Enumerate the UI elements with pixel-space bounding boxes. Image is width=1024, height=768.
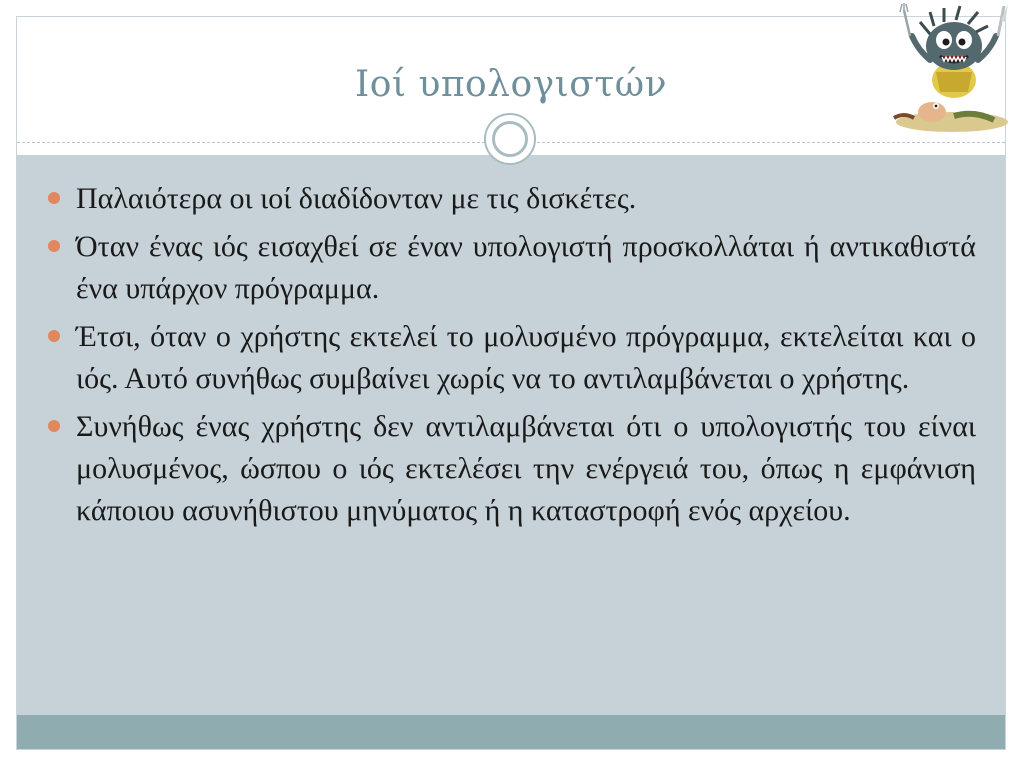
bullet-dot-icon (48, 420, 60, 432)
bullet-dot-icon (48, 330, 60, 342)
bullet-dot-icon (48, 240, 60, 252)
virus-monster-illustration-icon (884, 0, 1014, 140)
bullet-text: Συνήθως ένας χρήστης δεν αντιλαμβάνεται ότι ο υπολογιστής του είναι μολυσμένος, ώσπου ο ιός εκτελέσει την ενέργειά του, όπως η εμφάνιση κάποιου ασυνήθιστου μηνύματος ή η καταστροφή ενός αρχείου. (76, 410, 976, 527)
bullet-item (48, 406, 976, 532)
circle-ornament (484, 113, 536, 165)
bullet-item (48, 226, 976, 310)
bullet-text: Έτσι, όταν ο χρήστης εκτελεί το μολυσμένο πρόγραμμα, εκτελείται και ο ιός. Αυτό συνήθως συμβαίνει χωρίς να το αντιλαμβάνεται ο χρήστης. (76, 320, 976, 395)
slide-title: Ιοί υπολογιστών (354, 64, 668, 105)
bullet-text: Όταν ένας ιός εισαχθεί σε έναν υπολογιστή προσκολλάται ή αντικαθιστά ένα υπάρχον πρόγραμμα. (76, 230, 976, 305)
bullet-list (48, 178, 976, 538)
bullet-item (48, 178, 976, 220)
bullet-text: Παλαιότερα οι ιοί διαδίδονταν με τις δισκέτες. (76, 182, 637, 215)
bullet-item (48, 316, 976, 400)
bullet-dot-icon (48, 192, 60, 204)
footer-band (17, 715, 1005, 749)
